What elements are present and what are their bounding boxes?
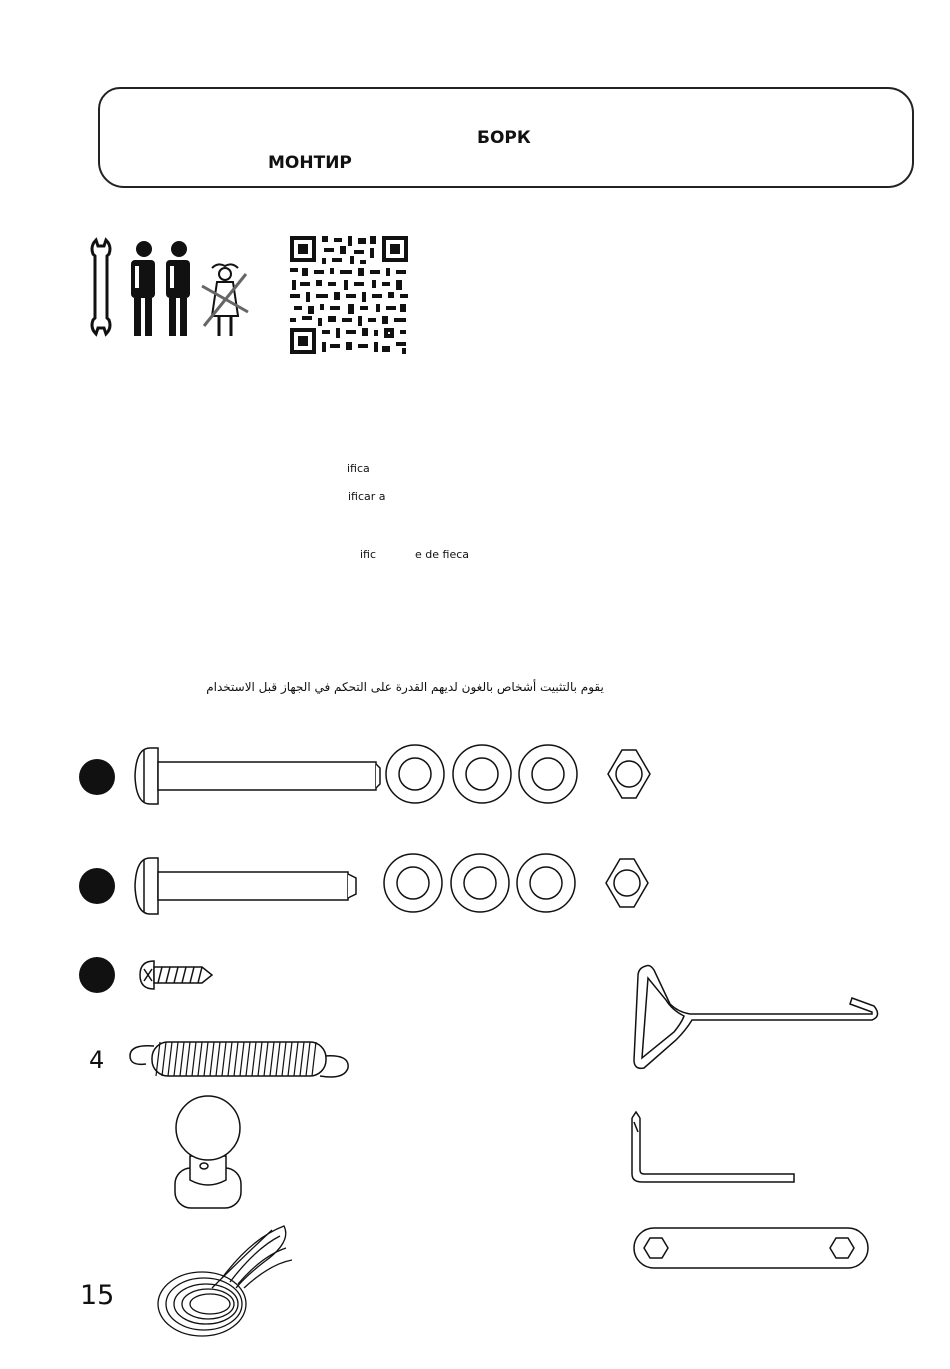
tension-spring [124,1036,356,1086]
triangle-key-tool [628,960,884,1072]
part-row-3 [78,955,223,1000]
short-bolt [135,858,356,914]
hex-nut-2 [606,859,648,907]
spring-quantity: 4 [89,1046,105,1074]
text-fragment-3a: ific [360,548,377,561]
part-marker-3 [79,957,115,993]
long-bolt [135,748,380,804]
text-fragment-1: ifica [347,462,370,475]
no-children-icon [202,264,248,336]
two-adults-icon [131,241,190,336]
text-fragment-2: ificar a [348,490,386,503]
installation-pictograms [84,236,254,340]
part-row-2 [78,850,658,920]
qr-code-icon [288,234,410,356]
self-tapping-screw [140,961,212,989]
part-row-1 [78,740,658,810]
text-fragment-3b: e de fieca [415,548,469,561]
part-marker-1 [79,759,115,795]
wrench-icon [92,240,110,334]
washer-set-2 [384,854,575,912]
rope-coil [152,1218,302,1344]
arabic-safety-note: يقوم بالتثبيت أشخاص بالغون لديهم القدرة على التحكم في الجهاز قبل الاستخدام [206,680,604,694]
ball-knob [170,1092,246,1214]
washer-set-1 [386,745,577,803]
part-marker-2 [79,868,115,904]
flat-hex-wrench [630,1224,872,1272]
l-shaped-key [626,1108,798,1188]
brand-title: БОРК [477,128,531,148]
assembly-title: МОНТИР [268,153,352,173]
hex-nut-1 [608,750,650,798]
rope-length: 15 [80,1280,115,1311]
